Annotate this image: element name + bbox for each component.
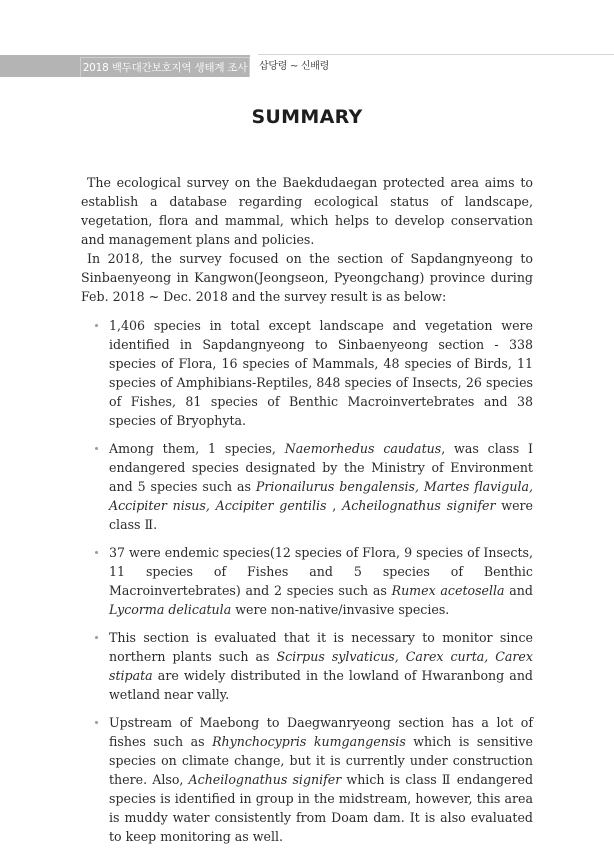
findings-list [81,316,533,846]
text-run: , [326,498,343,513]
bullet-icon [95,551,98,554]
text-run: Among them, 1 species, [109,441,285,456]
bullet-icon [95,636,98,639]
text-run: 37 were endemic species(12 species of Flora, 9 species of Insects, 11 species of Fishes and 5 species of Benthic Macroinvertebrates) and 2 species such as [109,545,533,598]
bullet-icon [95,447,98,450]
text-run: , was class Ⅰ endangered species designated by the Ministry of Environment and 5 species such as [109,441,533,494]
text-run: were non-native/invasive species. [231,602,450,617]
species-name: Rhynchocypris kumgangensis [212,734,406,749]
list-item [81,713,533,846]
list-item [81,316,533,430]
text-run: were class Ⅱ. [109,498,533,532]
section-title: 삽당령 ~ 신배령 [259,61,329,72]
text-run: Upstream of Maebong to Daegwanryeong section has a lot of fishes such as [109,715,533,749]
intro-paragraph-1: The ecological survey on the Baekdudaegan protected area aims to establish a database regarding ecological status of landscape, vegetation, flora and mammal, which helps to develop conservation and management plans and policies. [81,175,533,247]
bullet-icon [95,721,98,724]
summary-content [81,173,533,855]
species-name: Rumex acetosella [391,583,505,598]
list-item-text [109,441,533,532]
text-run: which is class Ⅱ endangered species is identified in group in the midstream, however, this area is muddy water consistently from Doam dam. It is also evaluated to keep monitoring as well. [109,772,534,844]
page-title: SUMMARY [251,106,363,128]
text-run: and [504,583,533,598]
species-name: Scirpus sylvaticus, Carex curta, Carex stipata [109,649,533,683]
species-name: Prionailurus bengalensis, Martes flavigula, Accipiter nisus, Accipiter gentilis [109,479,533,513]
species-name: Naemorhedus caudatus [284,441,442,456]
list-item [81,439,533,534]
text-run: which is sensitive species on climate change, but it is currently under construction there. Also, [109,734,533,787]
report-title: 2018 백두대간보호지역 생태계 조사 [80,57,250,77]
intro-paragraph-2: In 2018, the survey focused on the section of Sapdangnyeong to Sinbaenyeong in Kangwon(Jeongseon, Pyeongchang) province during Feb. 2018 ~ Dec. 2018 and the survey result is as below: [81,251,533,304]
text-run: 1,406 species in total except landscape and vegetation were identified in Sapdangnyeong to Sinbaenyeong section - 338 species of Flora, 16 species of Mammals, 48 species of Birds, 11 species of Amphibians-Reptiles, 848 species of Insects, 26 species of Fishes, 81 species of Benthic Macroinvertebrates and 38 species of Bryophyta. [109,318,533,428]
species-name: Acheilognathus signifer [342,498,496,513]
species-name: Acheilognathus signifer [188,772,342,787]
list-item-text [109,318,533,428]
text-run: are widely distributed in the lowland of Hwaranbong and wetland near vally. [109,668,533,702]
list-item-text [109,715,533,844]
bullet-icon [95,324,98,327]
header-divider [258,54,614,55]
text-run: This section is evaluated that it is necessary to monitor since northern plants such as [109,630,533,664]
list-item [81,543,533,619]
species-name: Lycorma delicatula [109,602,232,617]
list-item-text [109,545,533,617]
list-item [81,628,533,704]
list-item-text [109,630,533,702]
